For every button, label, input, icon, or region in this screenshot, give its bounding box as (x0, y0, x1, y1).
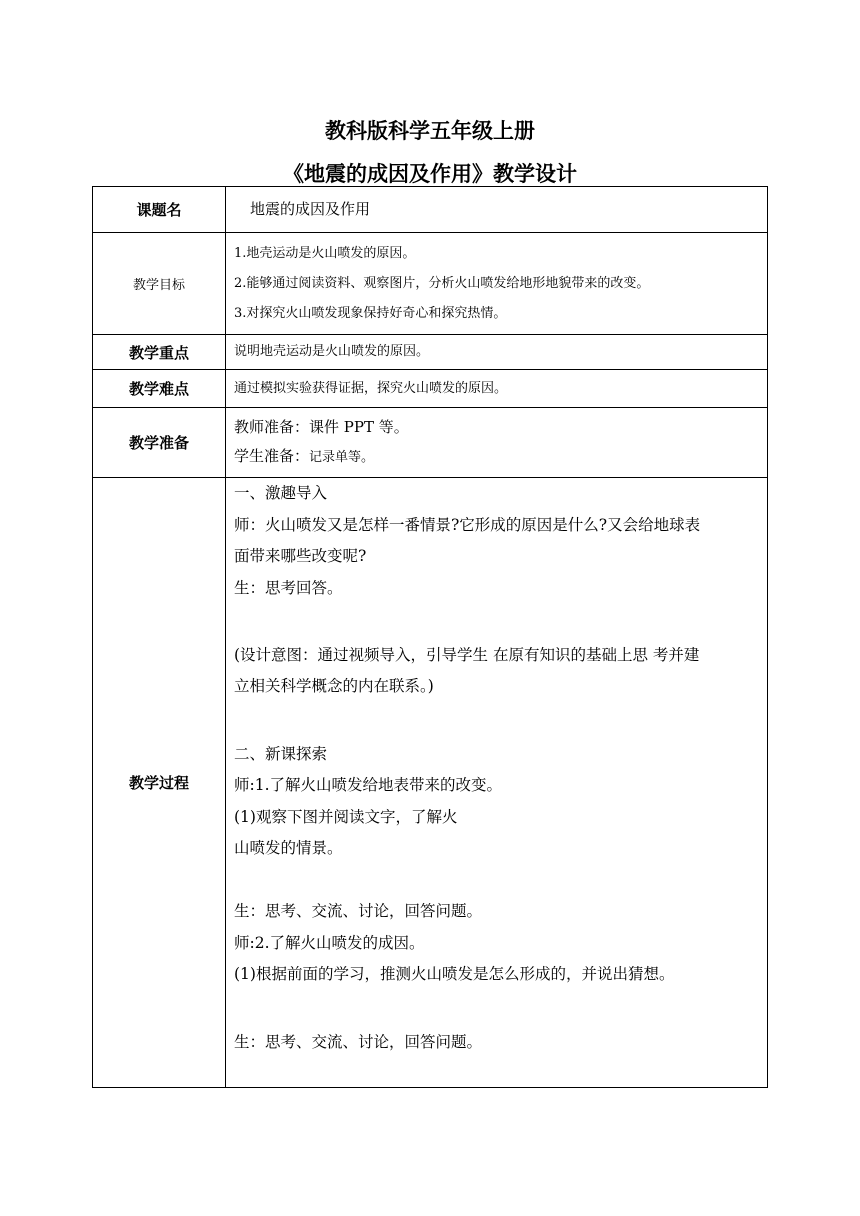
goal-item: 1.地壳运动是火山喷发的原因。 (234, 245, 416, 261)
intro-teacher-line: 面带来哪些改变呢? (234, 547, 367, 565)
row-goals (93, 233, 768, 335)
explore-student-line: 生：思考、交流、讨论，回答问题。 (234, 1032, 483, 1051)
topic-value: 地震的成因及作用 (226, 187, 768, 233)
lesson-plan-table (92, 186, 768, 1088)
difficulty-label: 教学难点 (93, 370, 226, 408)
preparation-content (226, 408, 768, 478)
explore-teacher-line: 师:2.了解火山喷发的成因。 (234, 933, 425, 952)
process-label: 教学过程 (93, 478, 226, 1088)
student-preparation-value: 记录单等。 (309, 450, 375, 465)
intro-student-line: 生：思考回答。 (234, 578, 343, 597)
document-subtitle: 《地震的成因及作用》教学设计 (283, 162, 577, 186)
row-difficulty (93, 370, 768, 408)
document-title: 教科版科学五年级上册 (325, 119, 535, 143)
teacher-preparation: 教师准备：课件 PPT 等。 (234, 418, 409, 436)
explore-student-line: 生：思考、交流、讨论，回答问题。 (234, 902, 483, 920)
difficulty-value: 通过模拟实验获得证据，探究火山喷发的原因。 (226, 370, 768, 408)
key-point-label: 教学重点 (93, 335, 226, 370)
explore-teacher-line: (1)观察下图并阅读文字，了解火 (234, 807, 458, 826)
row-topic (93, 187, 768, 233)
design-intent-line: 立相关科学概念的内在联系。) (234, 677, 434, 695)
goals-label: 教学目标 (93, 233, 226, 335)
row-preparation (93, 408, 768, 478)
explore-teacher-line: 山喷发的情景。 (234, 839, 343, 857)
explore-heading: 二、新课探索 (234, 744, 328, 763)
topic-label: 课题名 (93, 187, 226, 233)
design-intent-line: (设计意图：通过视频导入，引导学生 在原有知识的基础上思 考并建 (234, 645, 700, 664)
goal-item: 3.对探究火山喷发现象保持好奇心和探究热情。 (234, 305, 507, 321)
goals-list (226, 233, 768, 335)
goal-item: 2.能够通过阅读资料、观察图片，分析火山喷发给地形地貌带来的改变。 (234, 275, 650, 291)
intro-teacher-line: 师：火山喷发又是怎样一番情景?它形成的原因是什么?又会给地球表 (234, 515, 701, 534)
student-preparation (234, 442, 761, 472)
row-key-point (93, 335, 768, 370)
preparation-label: 教学准备 (93, 408, 226, 478)
explore-teacher-line: (1)根据前面的学习，推测火山喷发是怎么形成的，并说出猜想。 (234, 965, 675, 983)
student-preparation-prefix: 学生准备： (234, 447, 310, 465)
row-process (93, 478, 768, 1088)
intro-heading: 一、激趣导入 (234, 484, 328, 502)
process-content (226, 478, 768, 1088)
key-point-value: 说明地壳运动是火山喷发的原因。 (226, 335, 768, 370)
explore-teacher-line: 师:1.了解火山喷发给地表带来的改变。 (234, 776, 503, 794)
